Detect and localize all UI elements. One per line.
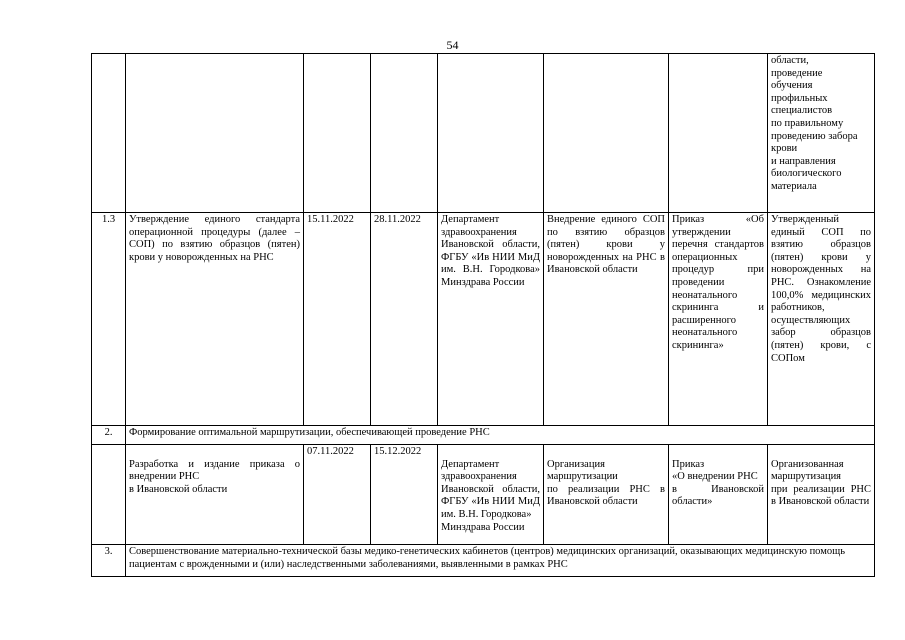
cell-event bbox=[126, 54, 304, 213]
cell-num bbox=[92, 426, 126, 445]
cell-document bbox=[669, 445, 768, 545]
event-text: Разработка и издание приказа о внедрении РНС в Ивановской области bbox=[129, 458, 300, 495]
characteristic-text: Внедрение единого СОП по взятию образцов (пятен) крови у новорожденных на РНС в Ивановской области bbox=[547, 214, 665, 276]
row-number: 3. bbox=[104, 546, 113, 557]
cell-section-title bbox=[126, 545, 875, 577]
executor-text: Департамент здравоохранения Ивановской области, ФГБУ «Ив НИИ МиД им. В.Н. Городкова» Минздрава России bbox=[441, 214, 540, 288]
plan-table bbox=[91, 53, 875, 577]
cell-executor bbox=[438, 54, 544, 213]
cell-document bbox=[669, 54, 768, 213]
executor-text: Департамент здравоохранения Ивановской области, ФГБУ «Ив НИИ МиД им. В.Н. Городкова» Минздрава России bbox=[441, 458, 540, 533]
section-title: Совершенствование материально-технической базы медико-генетических кабинетов (центров) медицинских организаций, оказывающих медицинскую помощь пациентам с врожденными и (или) наследственными заболеваниями, выявленными в рамках РНС bbox=[129, 546, 846, 570]
cell-event bbox=[126, 213, 304, 426]
cell-num bbox=[92, 213, 126, 426]
result-text: Утвержденный единый СОП по взятию образцов (пятен) крови у новорожденных на РНС. Ознакомление 100,0% медицинских работников, осуществляющих забор образцов (пятен) крови, с СОПом bbox=[771, 214, 871, 364]
cell-start bbox=[304, 213, 371, 426]
cell-result bbox=[768, 213, 875, 426]
end-date: 28.11.2022 bbox=[374, 214, 421, 225]
cell-executor bbox=[438, 213, 544, 426]
cell-start bbox=[304, 54, 371, 213]
start-date: 07.11.2022 bbox=[307, 446, 354, 457]
cell-end bbox=[371, 54, 438, 213]
end-date: 15.12.2022 bbox=[374, 446, 422, 457]
start-date: 15.11.2022 bbox=[307, 214, 354, 225]
section-title: Формирование оптимальной маршрутизации, обеспечивающей проведение РНС bbox=[129, 427, 490, 438]
cell-executor bbox=[438, 445, 544, 545]
cell-num bbox=[92, 54, 126, 213]
cell-num bbox=[92, 445, 126, 545]
document-text: Приказ «Об утверждении перечня стандартов операционных процедур при проведении неонатального скрининга и расширенного неонатального скрининга» bbox=[672, 214, 764, 351]
cell-section-title bbox=[126, 426, 875, 445]
cell-start bbox=[304, 445, 371, 545]
cell-event bbox=[126, 445, 304, 545]
cell-characteristic bbox=[544, 213, 669, 426]
characteristic-text: Организация маршрутизации по реализации РНС в Ивановской области bbox=[547, 458, 665, 508]
table-row-continued bbox=[92, 54, 875, 213]
cell-document bbox=[669, 213, 768, 426]
cell-characteristic bbox=[544, 54, 669, 213]
table-row-3 bbox=[92, 545, 875, 577]
page-number: 54 bbox=[446, 38, 459, 52]
cell-end bbox=[371, 445, 438, 545]
table-row-2-item bbox=[92, 445, 875, 545]
cell-result bbox=[768, 54, 875, 213]
row-number: 2. bbox=[104, 427, 113, 438]
table-row-2 bbox=[92, 426, 875, 445]
cell-num bbox=[92, 545, 126, 577]
cell-result bbox=[768, 445, 875, 545]
document-text: Приказ «О внедрении РНС в Ивановской области» bbox=[672, 458, 764, 508]
result-text: Организованная маршрутизация при реализации РНС в Ивановской области bbox=[771, 458, 871, 508]
cell-end bbox=[371, 213, 438, 426]
table-row-1-3 bbox=[92, 213, 875, 426]
result-text: области, проведение обучения профильных специалистов по правильному проведению забора крови и направления биологического материала bbox=[771, 55, 858, 192]
cell-characteristic bbox=[544, 445, 669, 545]
row-number: 1.3 bbox=[101, 214, 116, 225]
event-text: Утверждение единого стандарта операционной процедуры (далее – СОП) по взятию образцов (пятен) крови у новорожденных на РНС bbox=[129, 214, 300, 263]
